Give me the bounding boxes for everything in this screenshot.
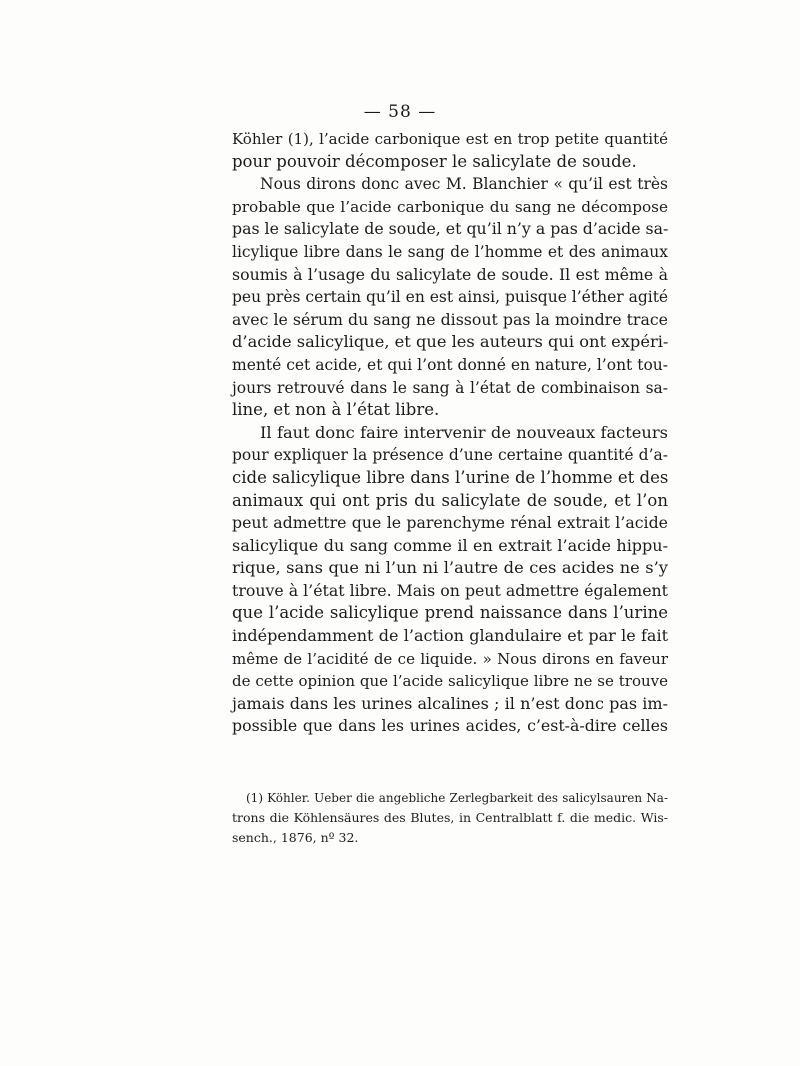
footnote-line: (1) Köhler. Ueber die angebliche Zerlegbarkeit des salicylsauren Na- [246,791,668,805]
text-line: Il faut donc faire intervenir de nouveaux facteurs [260,422,668,442]
text-line: menté cet acide, et qui l’ont donné en nature, l’ont tou- [232,355,668,374]
text-line: line, et non à l’état libre. [232,400,440,420]
text-line: que l’acide salicylique prend naissance dans l’urine [232,603,668,623]
text-line: licylique libre dans le sang de l’homme et des animaux [232,242,668,261]
text-line: rique, sans que ni l’un ni l’autre de ces acides ne s’y [232,558,668,578]
text-line: possible que dans les urines acides, c’est-à-dire celles [232,716,668,736]
text-line: même de l’acidité de ce liquide. » Nous dirons en faveur [232,649,668,668]
text-line: Köhler (1), l’acide carbonique est en trop petite quantité [232,130,668,148]
text-line: avec le sérum du sang ne dissout pas la moindre trace [232,309,668,329]
footnote [232,788,668,848]
text-line: peu près certain qu’il en est ainsi, puisque l’éther agité [232,288,669,307]
page-number: — 58 — [363,102,437,122]
footnote-line: trons die Köhlensäures des Blutes, in Centralblatt f. die medic. Wis- [232,810,668,825]
body-text [232,128,668,738]
text-line: de cette opinion que l’acide salicylique libre ne se trouve [232,672,668,691]
text-line: indépendamment de l’action glandulaire et par le fait [232,626,668,646]
text-line: d’acide salicylique, et que les auteurs qui ont expéri- [232,332,669,352]
text-line: animaux qui ont pris du salicylate de soude, et l’on [232,490,668,510]
text-line: pour expliquer la présence d’une certaine quantité d’a- [232,446,668,465]
text-line: soumis à l’usage du salicylate de soude. Il est même à [232,264,668,284]
text-line: pour pouvoir décomposer le salicylate de soude. [232,151,637,171]
text-line: probable que l’acide carbonique du sang ne décompose [232,197,668,216]
text-line: peut admettre que le parenchyme rénal extrait l’acide [232,513,668,533]
text-line: trouve à l’état libre. Mais on peut admettre également [232,580,668,600]
text-line: jamais dans les urines alcalines ; il n’est donc pas im- [232,693,668,713]
text-line: pas le salicylate de soude, et qu’il n’y a pas d’acide sa- [232,219,669,239]
text-line: salicylique du sang comme il en extrait l’acide hippu- [232,535,668,555]
text-line: jours retrouvé dans le sang à l’état de combinaison sa- [232,378,668,397]
text-line: cide salicylique libre dans l’urine de l’homme et des [232,467,669,487]
footnote-line: sench., 1876, nº 32. [232,830,359,845]
text-line: Nous dirons donc avec M. Blanchier « qu’il est très [260,175,668,194]
